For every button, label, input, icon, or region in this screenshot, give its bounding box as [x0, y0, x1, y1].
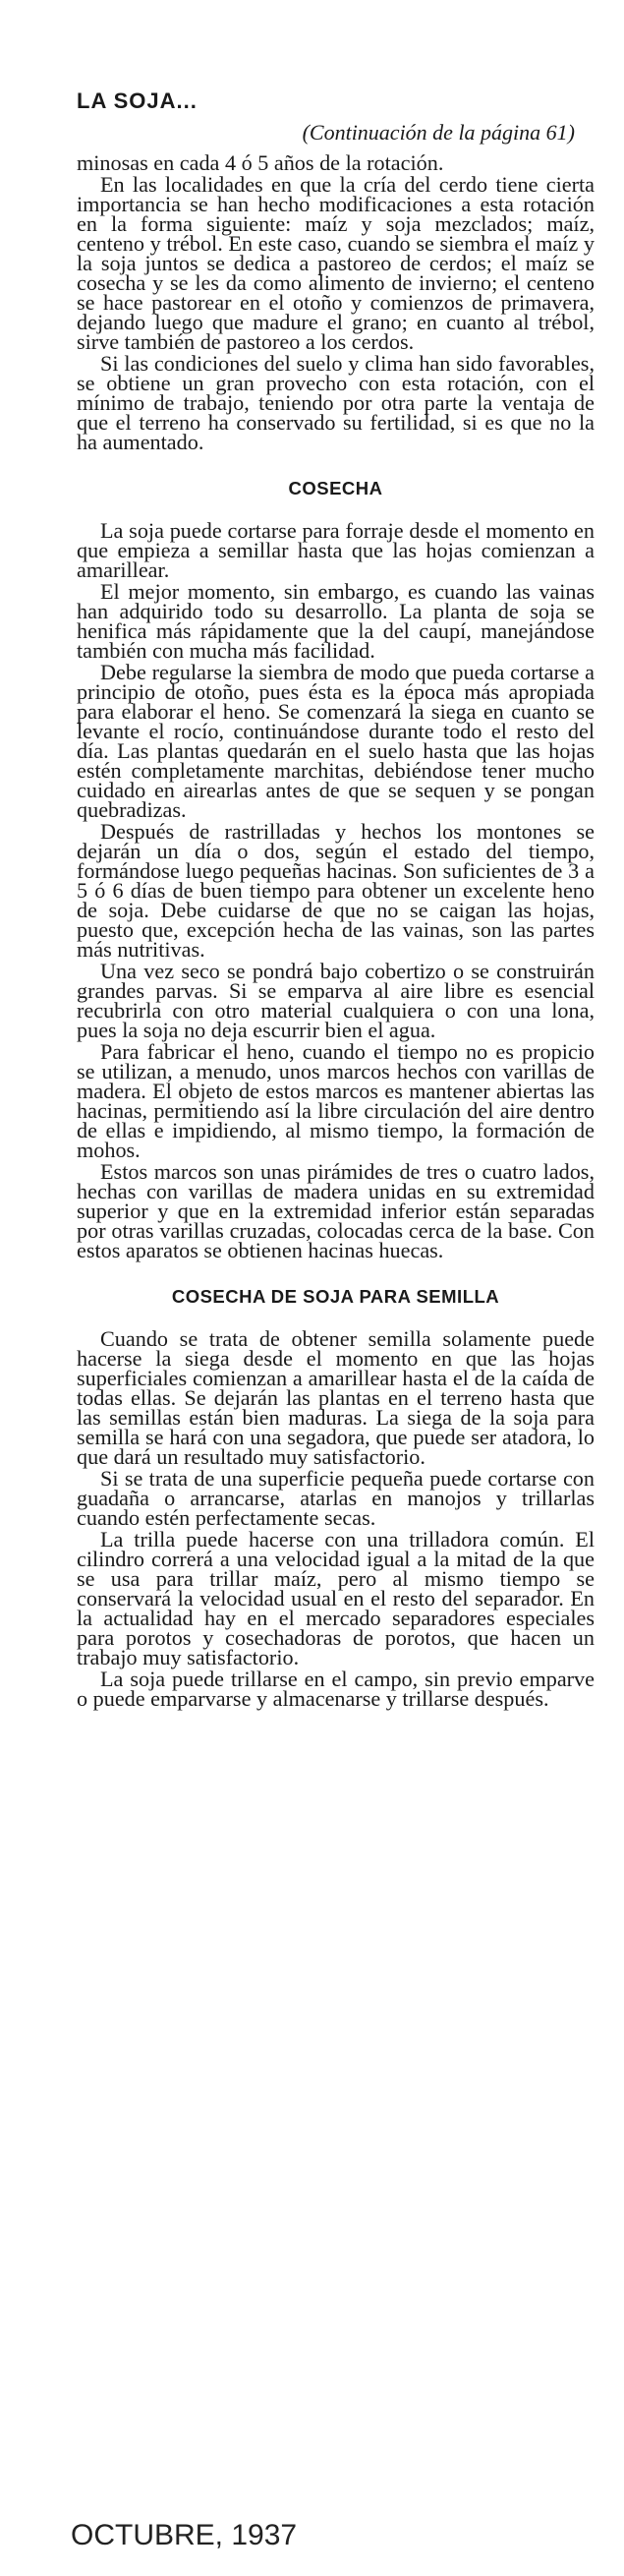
page-footer-date: OCTUBRE, 1937 [71, 2519, 298, 2551]
body-paragraph: La soja puede cortarse para forraje desde el momento en que empieza a semillar hasta que las hojas comienzan a amarillear. [77, 518, 595, 582]
body-paragraph: La trilla puede hacerse con una trilladora común. El cilindro correrá a una velocidad igual a la mitad de la que se usa para trillar maíz, pero al mismo tiempo se conservará la velocidad usual en el resto del separador. En la actualidad hay en el mercado separadores especiales para porotos y cosechadoras de porotos, que hacen un trabajo muy satisfactorio. [77, 1527, 595, 1669]
body-paragraph: El mejor momento, sin embargo, es cuando las vainas han adquirido todo su desarrollo. La planta de soja se henifica más rápidamente que la del caupí, manejándose también con mucha más facilidad. [77, 579, 595, 663]
body-paragraph: Después de rastrilladas y hechos los montones se dejarán un día o dos, según el estado del tiempo, formándose luego pequeñas hacinas. Son suficientes de 3 a 5 ó 6 días de buen tiempo para obtener un excelente heno de soja. Debe cuidarse de que no se caigan las hojas, puesto que, excepción hecha de las vainas, son las partes más nutritivas. [77, 819, 595, 962]
section-heading-semilla: COSECHA DE SOJA PARA SEMILLA [171, 1286, 500, 1307]
body-paragraph: Si se trata de una superficie pequeña puede cortarse con guadaña o arrancarse, atarlas en manojos y trillarlas cuando estén perfectamente secas. [77, 1466, 595, 1530]
body-paragraph: Cuando se trata de obtener semilla solamente puede hacerse la siega desde el momento en que las hojas superficiales comienzan a amarillear hasta el de la caída de todas ellas. Se dejarán las plantas en el terreno hasta que las semillas están bien maduras. La siega de la soja para semilla se hará con una segadora, que puede ser atadora, lo que dará un resultado muy satisfactorio. [77, 1326, 595, 1469]
article-title: LA SOJA... [77, 88, 198, 113]
continuation-note: (Continuación de la página 61) [302, 120, 575, 145]
section-heading-cosecha: COSECHA [288, 478, 383, 498]
body-paragraph: Debe regularse la siembra de modo que pueda cortarse a principio de otoño, pues ésta es la época más apropiada para elaborar el heno. Se comenzará la siega en cuanto se levante el rocío, continuándose durante todo el resto del día. Las plantas quedarán en el suelo hasta que las hojas estén completamente marchitas, debiéndose tener mucho cuidado en airearlas antes de que se sequen y se pongan quebradizas. [77, 660, 595, 822]
body-paragraph: Si las condiciones del suelo y clima han sido favorables, se obtiene un gran provecho con esta rotación, con el mínimo de trabajo, teniendo por otra parte la ventaja de que el terreno ha conservado su fertilidad, si es que no la ha aumentado. [77, 351, 595, 454]
body-paragraph: Para fabricar el heno, cuando el tiempo no es propicio se utilizan, a menudo, unos marcos hechos con varillas de madera. El objeto de estos marcos es mantener abiertas las hacinas, permitiendo así la libre circulación del aire dentro de ellas e impidiendo, al mismo tiempo, la formación de mohos. [77, 1039, 595, 1162]
body-paragraph: En las localidades en que la cría del cerdo tiene cierta importancia se han hecho modificaciones a esta rotación en la forma siguiente: maíz y soja mezclados; maíz, centeno y trébol. En este caso, cuando se siembra el maíz y la soja juntos se dedica a pastoreo de cerdos; el maíz se cosecha y se les da como alimento de invierno; el centeno se hace pastorear en el otoño y comienzos de primavera, dejando luego que madure el grano; en cuanto al trébol, sirve también de pastoreo a los cerdos. [77, 172, 595, 354]
body-paragraph: Una vez seco se pondrá bajo cobertizo o se construirán grandes parvas. Si se emparva al aire libre es esencial recubrirla con otro material cualquiera o con una lona, pues la soja no deja escurrir bien el agua. [77, 959, 595, 1042]
body-paragraph: minosas en cada 4 ó 5 años de la rotación. [77, 150, 444, 175]
body-paragraph: La soja puede trillarse en el campo, sin previo emparve o puede emparvarse y almacenarse y trillarse después. [77, 1667, 595, 1711]
body-paragraph: Estos marcos son unas pirámides de tres o cuatro lados, hechas con varillas de madera unidas en su extremidad superior y que en la extremidad inferior están separadas por otras varillas cruzadas, colocadas cerca de la base. Con estos aparatos se obtienen hacinas huecas. [77, 1159, 595, 1262]
